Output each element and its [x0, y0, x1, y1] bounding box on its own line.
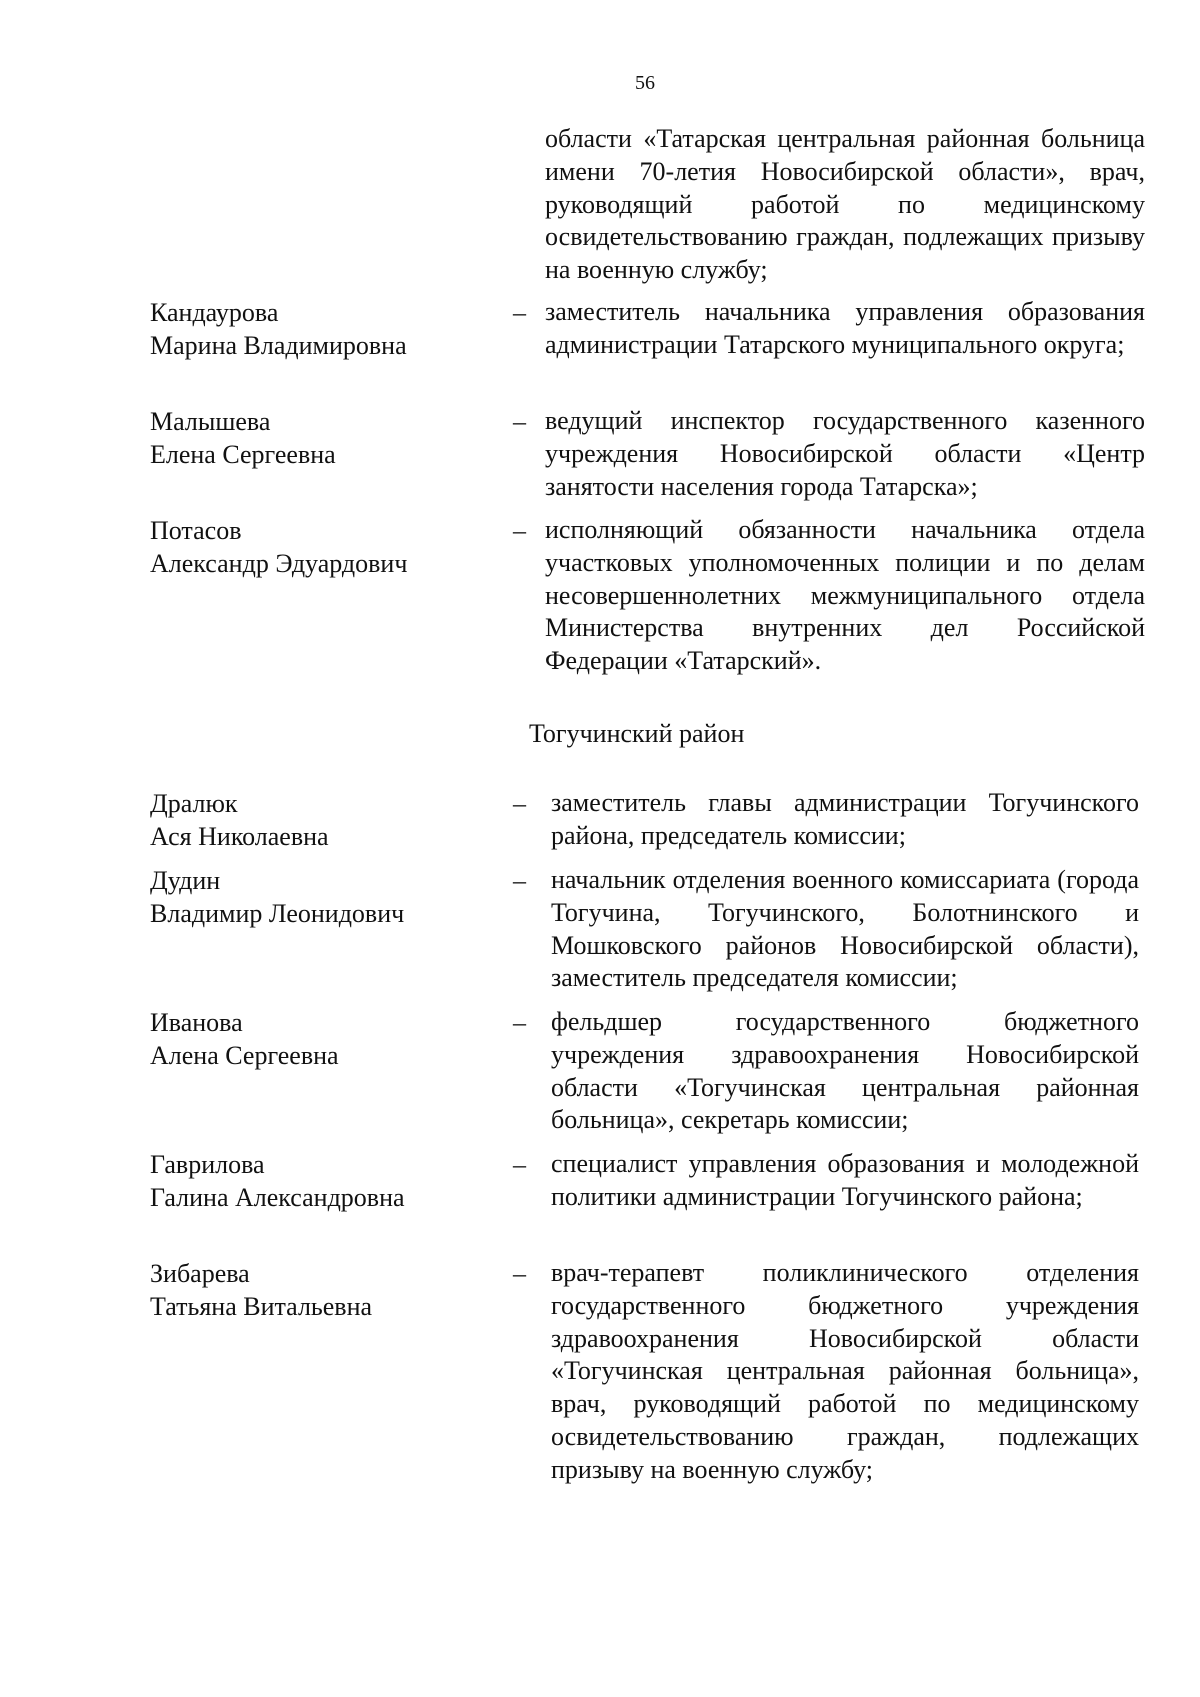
- dash: –: [513, 866, 526, 895]
- member-name: [150, 864, 404, 930]
- member-surname: Кандаурова: [150, 298, 279, 327]
- section-title: Тогучинский район: [529, 719, 745, 748]
- member-name: [150, 296, 407, 362]
- dash: –: [513, 1008, 526, 1037]
- member-name: [150, 514, 407, 580]
- member-surname: Дудин: [150, 866, 221, 895]
- member-surname: Гаврилова: [150, 1150, 265, 1179]
- member-position: заместитель начальника управления образования администрации Татарского муниципального округа;: [545, 297, 1145, 359]
- dash: –: [513, 789, 526, 818]
- member-position: начальник отделения военного комиссариата (города Тогучина, Тогучинского, Болотнинского и Мошковского районов Новосибирской области), заместитель председателя комиссии;: [551, 865, 1139, 993]
- member-name: [150, 1006, 339, 1072]
- member-given-names: Александр Эдуардович: [150, 549, 408, 578]
- member-name: [150, 1257, 372, 1323]
- member-surname: Потасов: [150, 516, 242, 545]
- dash: –: [513, 1150, 526, 1179]
- dash: –: [513, 516, 526, 545]
- dash: –: [513, 1259, 526, 1288]
- member-given-names: Галина Александровна: [150, 1183, 405, 1212]
- member-name: [150, 405, 336, 471]
- member-position: врач-терапевт поликлинического отделения государственного бюджетного учреждения здравоохранения Новосибирской области «Тогучинская центральная районная больница», врач, руководящий работой по медицинскому освидетельствованию граждан, подлежащих призыву на военную службу;: [551, 1258, 1139, 1484]
- member-name: [150, 1148, 405, 1214]
- member-given-names: Татьяна Витальевна: [150, 1292, 373, 1321]
- member-given-names: Марина Владимировна: [150, 331, 407, 360]
- member-name: [150, 787, 329, 853]
- continuation-text: области «Татарская центральная районная больница имени 70-летия Новосибирской области», врач, руководящий работой по медицинскому освидетельствованию граждан, подлежащих призыву на военную службу;: [545, 124, 1145, 285]
- member-given-names: Владимир Леонидович: [150, 899, 405, 928]
- member-surname: Иванова: [150, 1008, 243, 1037]
- member-surname: Дралюк: [150, 789, 238, 818]
- dash: –: [513, 298, 526, 327]
- member-position: заместитель главы администрации Тогучинского района, председатель комиссии;: [551, 788, 1139, 850]
- member-given-names: Елена Сергеевна: [150, 440, 336, 469]
- member-given-names: Алена Сергеевна: [150, 1041, 339, 1070]
- member-position: специалист управления образования и молодежной политики администрации Тогучинского района;: [551, 1149, 1139, 1211]
- member-position: фельдшер государственного бюджетного учреждения здравоохранения Новосибирской области «Тогучинская центральная районная больница», секретарь комиссии;: [551, 1007, 1139, 1135]
- member-given-names: Ася Николаевна: [150, 822, 329, 851]
- dash: –: [513, 407, 526, 436]
- member-surname: Малышева: [150, 407, 271, 436]
- member-position: ведущий инспектор государственного казенного учреждения Новосибирской области «Центр занятости населения города Татарска»;: [545, 406, 1145, 501]
- member-surname: Зибарева: [150, 1259, 250, 1288]
- page-number: 56: [635, 72, 655, 94]
- member-position: исполняющий обязанности начальника отдела участковых уполномоченных полиции и по делам несовершеннолетних межмуниципального отдела Министерства внутренних дел Российской Федерации «Татарский».: [545, 515, 1145, 676]
